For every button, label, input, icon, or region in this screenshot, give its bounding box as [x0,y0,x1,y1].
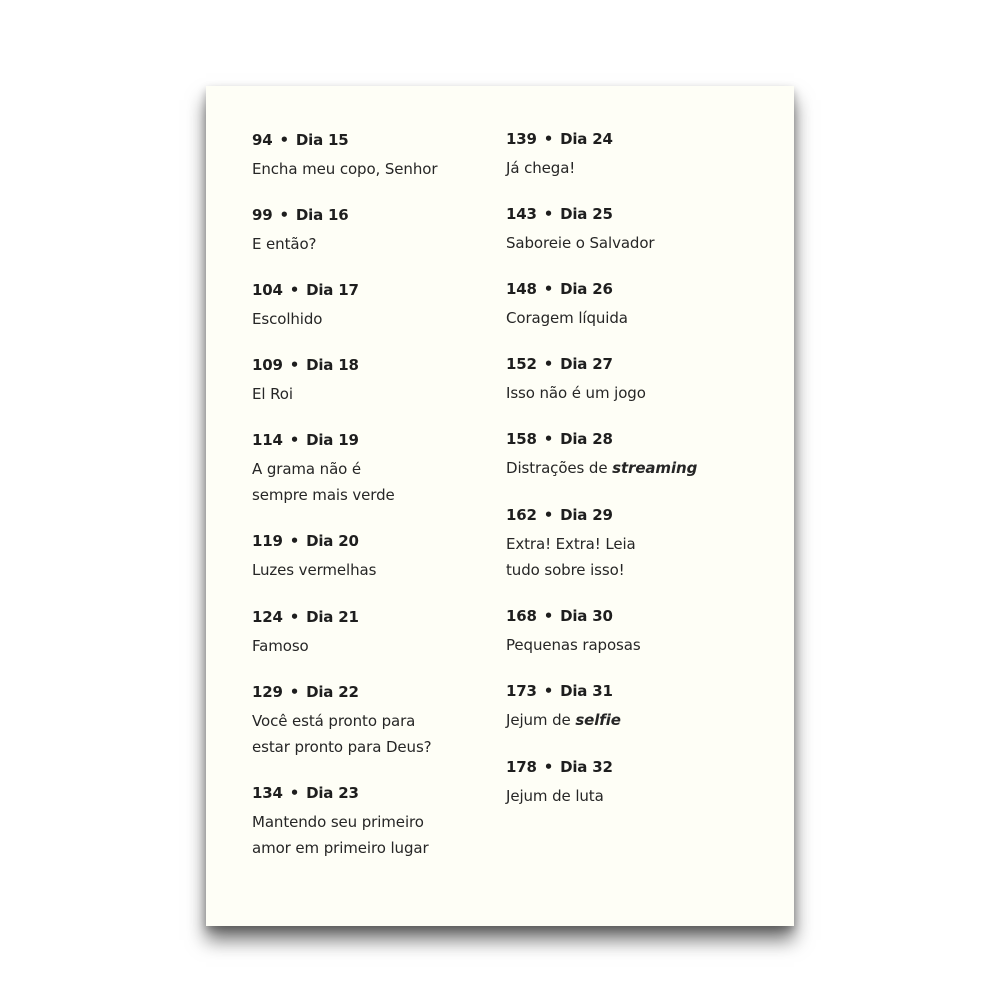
day-label: Dia 22 [306,683,359,701]
day-label: Dia 17 [306,281,359,299]
toc-entry [506,757,766,809]
day-label: Dia 31 [560,682,613,700]
toc-entry [252,531,492,583]
day-label: Dia 25 [560,205,613,223]
separator-dot: • [543,280,554,298]
page-number: 119 [252,532,283,550]
page-number: 178 [506,758,537,776]
toc-entry-heading [506,505,766,525]
toc-entry [506,606,766,658]
toc-entry [506,429,766,481]
toc-entry-heading [252,607,492,627]
toc-entry-title: Distrações de streaming [506,459,698,477]
toc-entry-heading [252,355,492,375]
toc-entry-title: A grama não é sempre mais verde [252,460,395,504]
toc-entry [506,354,766,406]
toc-entry-title: Escolhido [252,310,323,328]
separator-dot: • [543,607,554,625]
separator-dot: • [289,281,300,299]
day-label: Dia 18 [306,356,359,374]
page-number: 168 [506,607,537,625]
toc-entry [506,681,766,733]
page-number: 124 [252,608,283,626]
toc-entry-heading [506,354,766,374]
toc-entry-title: Isso não é um jogo [506,384,646,402]
page-number: 143 [506,205,537,223]
toc-entry-heading [506,606,766,626]
toc-entry-title: Saboreie o Salvador [506,234,655,252]
day-label: Dia 29 [560,506,613,524]
page-number: 162 [506,506,537,524]
toc-entry [252,130,492,182]
toc-entry-heading [506,429,766,449]
toc-entry-heading [506,279,766,299]
toc-entry-heading [506,129,766,149]
page-number: 104 [252,281,283,299]
emphasized-word: streaming [612,459,698,477]
toc-entry [252,355,492,407]
toc-entry-heading [252,205,492,225]
page-number: 134 [252,784,283,802]
separator-dot: • [543,682,554,700]
separator-dot: • [543,430,554,448]
page-number: 114 [252,431,283,449]
toc-entry-heading [252,531,492,551]
toc-entry-title: Jejum de luta [506,787,604,805]
day-label: Dia 27 [560,355,613,373]
day-label: Dia 32 [560,758,613,776]
separator-dot: • [543,205,554,223]
separator-dot: • [543,506,554,524]
separator-dot: • [279,131,289,149]
toc-entry-title: E então? [252,235,317,253]
page-number: 148 [506,280,537,298]
separator-dot: • [289,608,300,626]
toc-entry-heading [252,280,492,300]
toc-entry [252,607,492,659]
toc-entry-heading [506,681,766,701]
emphasized-word: selfie [575,711,621,729]
page-number: 99 [252,206,273,224]
toc-entry [252,682,492,760]
toc-entry [506,204,766,256]
toc-entry-heading [252,682,492,702]
separator-dot: • [289,784,300,802]
toc-entry-title: Encha meu copo, Senhor [252,160,438,178]
day-label: Dia 16 [295,206,349,224]
separator-dot: • [289,431,300,449]
toc-entry-heading [252,430,492,450]
book-page [206,86,794,926]
toc-entry [252,783,492,861]
day-label: Dia 26 [560,280,613,298]
separator-dot: • [543,130,554,148]
page-number: 94 [252,131,273,149]
day-label: Dia 15 [295,131,349,149]
toc-entry-title: Já chega! [506,159,576,177]
toc-entry [506,129,766,181]
toc-entry-heading [506,204,766,224]
toc-entry-title: Coragem líquida [506,309,628,327]
toc-entry-heading [252,783,492,803]
toc-entry [252,430,492,508]
separator-dot: • [289,532,300,550]
toc-entry-title: Jejum de selfie [506,711,621,729]
separator-dot: • [543,355,554,373]
page-number: 129 [252,683,283,701]
separator-dot: • [289,683,300,701]
day-label: Dia 30 [560,607,613,625]
day-label: Dia 24 [560,130,613,148]
toc-entry [506,279,766,331]
page-number: 173 [506,682,537,700]
separator-dot: • [289,356,300,374]
toc-entry [252,280,492,332]
toc-entry-title: Luzes vermelhas [252,561,377,579]
toc-entry-title: Pequenas raposas [506,636,641,654]
page-number: 158 [506,430,537,448]
separator-dot: • [543,758,554,776]
day-label: Dia 28 [560,430,613,448]
toc-entry-title: Você está pronto para estar pronto para Deus? [252,712,432,756]
toc-entry-heading [506,757,766,777]
toc-entry-title: Extra! Extra! Leia tudo sobre isso! [506,535,636,579]
page-number: 139 [506,130,537,148]
page-number: 152 [506,355,537,373]
toc-entry-title: El Roi [252,385,293,403]
toc-entry [252,205,492,257]
toc-entry-title: Famoso [252,637,309,655]
toc-entry-heading [252,130,492,150]
day-label: Dia 20 [306,532,359,550]
day-label: Dia 21 [306,608,359,626]
day-label: Dia 19 [306,431,359,449]
page-number: 109 [252,356,283,374]
toc-entry [506,505,766,583]
day-label: Dia 23 [306,784,359,802]
separator-dot: • [279,206,289,224]
toc-entry-title: Mantendo seu primeiro amor em primeiro lugar [252,813,429,857]
